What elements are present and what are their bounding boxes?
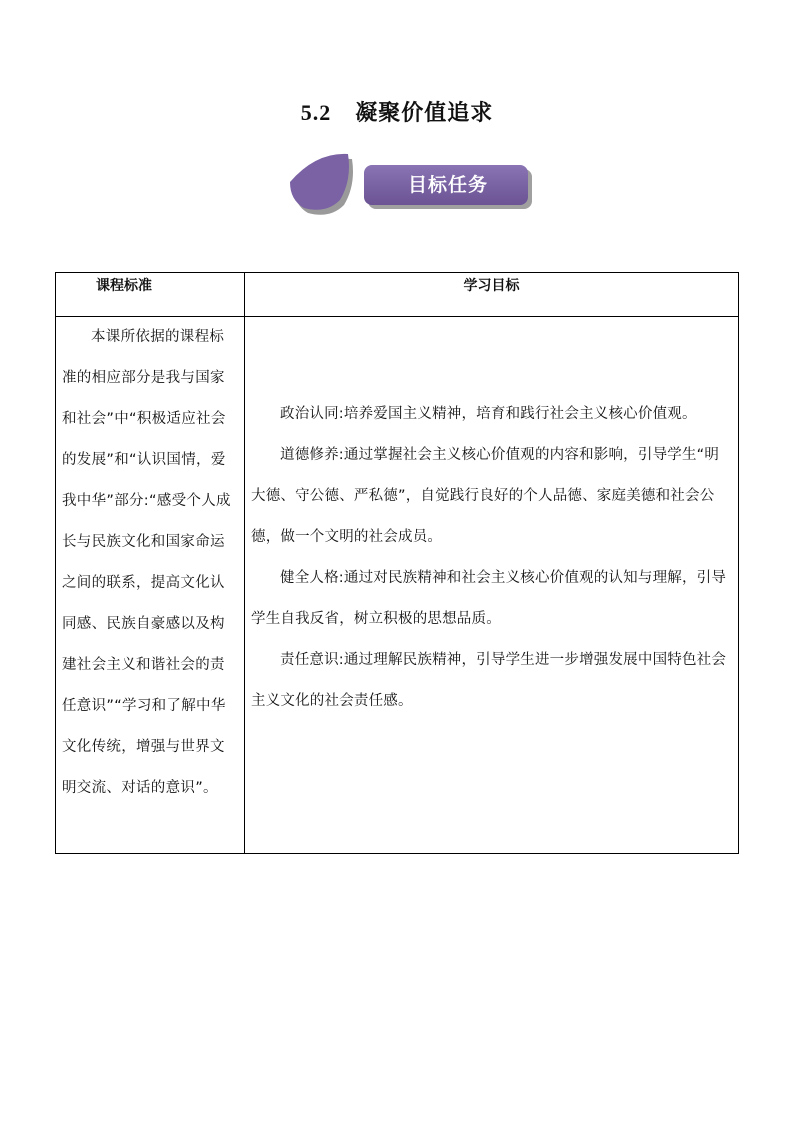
objectives-table xyxy=(55,272,739,854)
page-title xyxy=(0,96,794,127)
objective-moral-cultivation: 道德修养:通过掌握社会主义核心价值观的内容和影响，引导学生“明大德、守公德、严私德”，自觉践行良好的个人品德、家庭美德和社会公德，做一个文明的社会成员。 xyxy=(251,447,720,545)
objective-responsibility: 责任意识:通过理解民族精神，引导学生进一步增强发展中国特色社会主义文化的社会责任感。 xyxy=(251,652,727,709)
badge-label: 目标任务 xyxy=(407,174,488,196)
objective-sound-personality: 健全人格:通过对民族精神和社会主义核心价值观的认知与理解，引导学生自我反省，树立积极的思想品质。 xyxy=(251,570,727,627)
section-number: 5.2 xyxy=(300,100,332,125)
curriculum-standard-text: 本课所依据的课程标准的相应部分是我与国家和社会”中“积极适应社会的发展”和“认识国情，爱我中华”部分:“感受个人成长与民族文化和国家命运之间的联系，提高文化认同感、民族自豪感以及构建社会主义和谐社会的责任意识”“学习和了解中华文化传统，增强与世界文明交流、对话的意识”。 xyxy=(62,329,231,796)
header-curriculum-standard: 课程标准 xyxy=(56,273,245,317)
section-title: 凝聚价值追求 xyxy=(355,100,494,126)
curriculum-standard-cell xyxy=(56,317,245,854)
learning-objectives-cell xyxy=(245,317,739,854)
table-row xyxy=(56,317,739,854)
section-badge xyxy=(288,152,538,218)
objective-political-identity: 政治认同:培养爱国主义精神，培育和践行社会主义核心价值观。 xyxy=(280,406,697,422)
table-header-row xyxy=(56,273,739,317)
header-learning-objectives: 学习目标 xyxy=(245,273,739,317)
